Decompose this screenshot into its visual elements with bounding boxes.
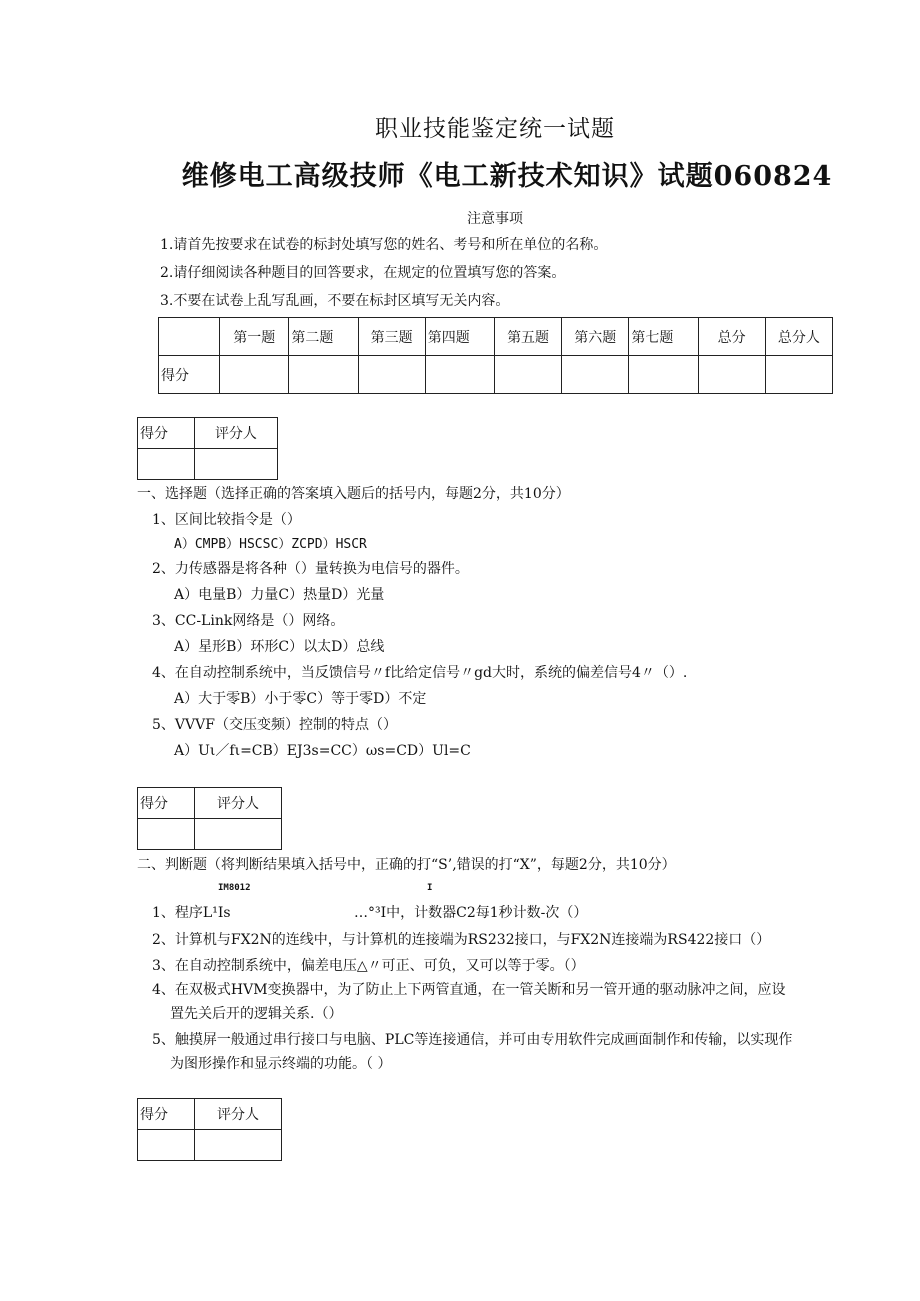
section1-question: 1、区间比较指令是（） [152,512,301,528]
score-cell[interactable] [765,356,832,394]
grader-score-cell[interactable] [138,449,195,480]
grader-box-2 [137,787,282,850]
notice-item-2: 2.请仔细阅读各种题目的回答要求，在规定的位置填写您的答案。 [160,265,566,281]
score-cell[interactable] [629,356,698,394]
score-row-label: 得分 [159,356,220,394]
grader-name-cell[interactable] [194,819,281,850]
scan-noise-text: IM8012 [218,883,251,893]
grader-score-cell[interactable] [138,1130,195,1161]
grader-score-label: 得分 [138,1099,195,1130]
score-cell[interactable] [494,356,561,394]
score-col-2: 第二题 [289,318,358,356]
grader-box-3 [137,1098,282,1161]
section1-options: A）大于零B）小于零C）等于零D）不定 [174,691,427,707]
score-table-score-row [159,356,833,394]
score-col-3: 第三题 [358,318,425,356]
section1-question: 3、CC-Link网络是（）网络。 [152,613,345,629]
section2-question-1-start: 1、程序L¹Is [152,905,231,921]
section2-question-4-cont: 置先关后开的逻辑关系.（） [170,1006,343,1022]
exam-title: 职业技能鉴定统一试题 [375,116,615,142]
score-table [158,317,833,394]
section1-options: A）星形B）环形C）以太D）总线 [174,639,385,655]
section2-question-5: 5、触摸屏一般通过串行接口与电脑、PLC等连接通信，并可由专用软件完成画面制作和传输，以实现作 [152,1032,793,1048]
score-col-scorer: 总分人 [765,318,832,356]
score-table-corner [159,318,220,356]
score-col-total: 总分 [698,318,765,356]
grader-score-label: 得分 [138,418,195,449]
section2-question-2: 2、计算机与FX2N的连线中，与计算机的连接端为RS232接口，与FX2N连接端为RS422接口（） [152,932,771,948]
section2-question-3: 3、在自动控制系统中，偏差电压△〃可正、可负，又可以等于零。（） [152,958,585,974]
section1-heading: 一、选择题（选择正确的答案填入题后的括号内，每题2分，共10分） [137,486,570,502]
grader-name-label: 评分人 [194,788,281,819]
section2-question-1-end: …°³I中，计数器C2每1秒计数-次（） [354,905,588,921]
score-col-4: 第四题 [425,318,494,356]
section1-question: 4、在自动控制系统中，当反馈信号〃f比给定信号〃gd大时，系统的偏差信号4〃（）. [152,665,688,681]
score-cell[interactable] [220,356,289,394]
score-col-7: 第七题 [629,318,698,356]
section1-question: 5、VVVF（交压变频）控制的特点（） [152,717,397,733]
notice-item-1: 1.请首先按要求在试卷的标封处填写您的姓名、考号和所在单位的名称。 [160,237,608,253]
grader-name-label: 评分人 [194,418,277,449]
score-col-1: 第一题 [220,318,289,356]
section1-options: A）CMPB）HSCSC）ZCPD）HSCR [174,537,367,552]
section1-options: A）Uι／fι=CB）EJ3s=CC）ωs=CD）Ul=C [174,743,471,759]
section1-options: A）电量B）力量C）热量D）光量 [174,587,385,603]
grader-score-label: 得分 [138,788,195,819]
section2-heading: 二、判断题（将判断结果填入括号中，正确的打“S’,错误的打“X”，每题2分，共10分） [137,857,676,873]
notice-heading: 注意事项 [467,211,523,227]
score-table-header-row [159,318,833,356]
notice-item-3: 3.不要在试卷上乱写乱画，不要在标封区填写无关内容。 [160,293,510,309]
grader-score-cell[interactable] [138,819,195,850]
grader-box-1 [137,417,278,480]
score-cell[interactable] [562,356,629,394]
grader-name-cell[interactable] [194,1130,281,1161]
scan-noise-text: I [427,883,433,893]
section2-question-4: 4、在双极式HVM变换器中，为了防止上下两管直通，在一管关断和另一管开通的驱动脉冲之间，应设 [152,982,786,998]
score-col-6: 第六题 [562,318,629,356]
grader-name-cell[interactable] [194,449,277,480]
score-col-5: 第五题 [494,318,561,356]
score-cell[interactable] [358,356,425,394]
exam-subtitle: 维修电工高级技师《电工新技术知识》试题060824 [181,161,833,192]
score-cell[interactable] [289,356,358,394]
score-cell[interactable] [698,356,765,394]
section2-question-5-cont: 为图形操作和显示终端的功能。（ ） [170,1056,392,1072]
section1-question: 2、力传感器是将各种（）量转换为电信号的器件。 [152,561,469,577]
grader-name-label: 评分人 [194,1099,281,1130]
score-cell[interactable] [425,356,494,394]
